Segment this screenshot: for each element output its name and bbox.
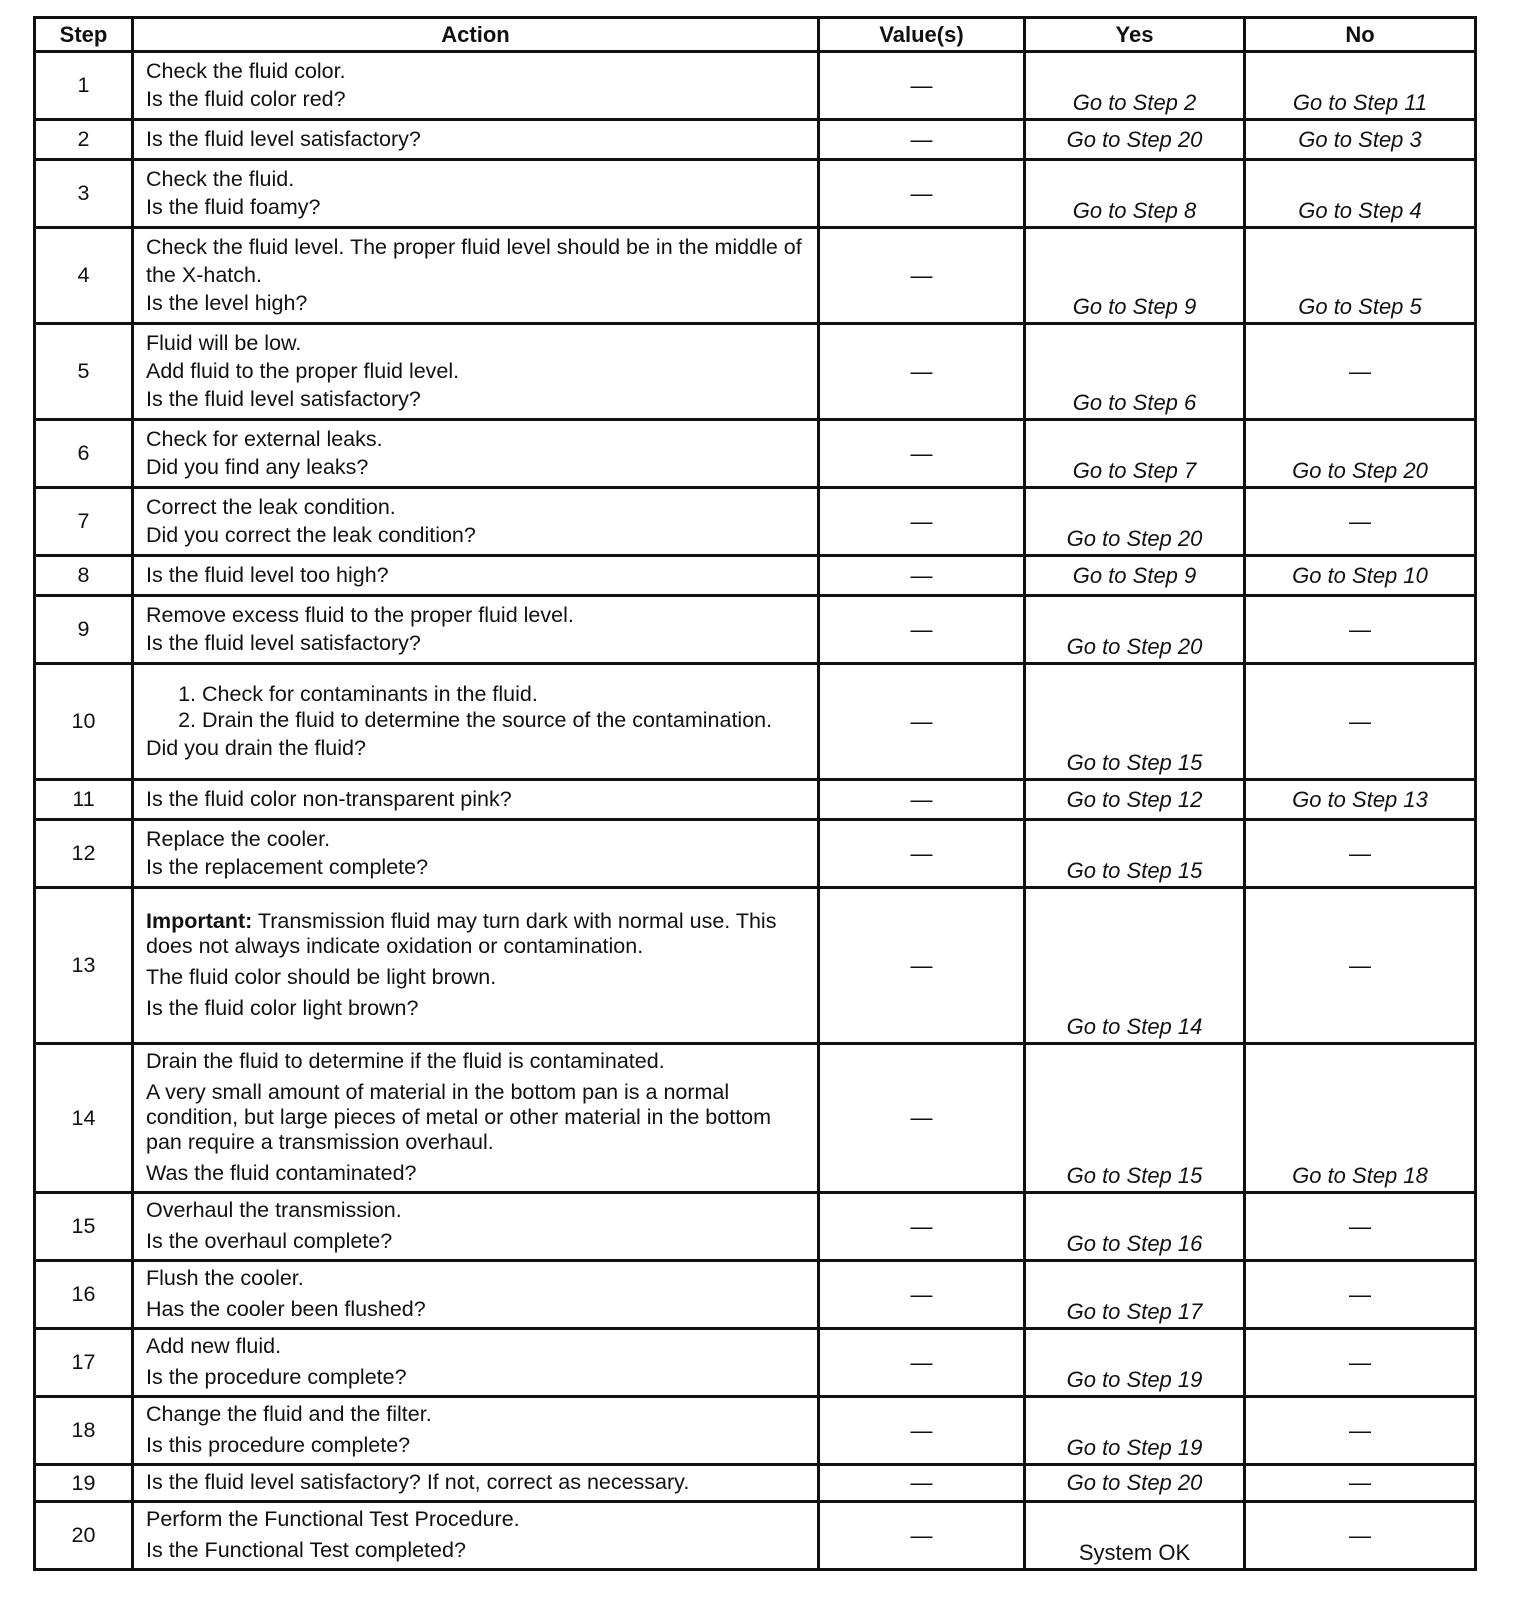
action-line: Was the fluid contaminated?: [146, 1161, 417, 1185]
table-body: [35, 52, 1476, 1570]
action-line: Has the cooler been flushed?: [146, 1297, 426, 1321]
step-number: 19: [35, 1465, 133, 1502]
action-line: Remove excess fluid to the proper fluid level.: [146, 603, 574, 627]
action-cell: [133, 1465, 819, 1502]
action-line: Is the fluid foamy?: [146, 195, 321, 219]
header-action: Action: [133, 18, 819, 52]
step-number: 12: [35, 820, 133, 888]
action-line: Add new fluid.: [146, 1334, 282, 1358]
action-line: Perform the Functional Test Procedure.: [146, 1507, 520, 1531]
action-cell: [133, 1502, 819, 1570]
step-number: 2: [35, 120, 133, 160]
action-line: Flush the cooler.: [146, 1266, 304, 1290]
yes-cell: Go to Step 16: [1025, 1193, 1245, 1261]
step-number: 13: [35, 888, 133, 1044]
action-line: The fluid color should be light brown.: [146, 965, 497, 989]
no-cell: —: [1245, 1329, 1476, 1397]
yes-cell: Go to Step 14: [1025, 888, 1245, 1044]
table-row: [35, 420, 1476, 488]
action-line: Did you drain the fluid?: [146, 735, 366, 760]
action-line: Check the fluid color.: [146, 59, 346, 83]
table-row: [35, 888, 1476, 1044]
value-cell: —: [819, 664, 1025, 780]
action-line: Is this procedure complete?: [146, 1433, 411, 1457]
action-line: Is the procedure complete?: [146, 1365, 407, 1389]
action-line: Check the fluid level. The proper fluid level should be in the middle of the X-hatch.: [146, 235, 802, 287]
value-cell: —: [819, 228, 1025, 324]
value-cell: —: [819, 488, 1025, 556]
action-line: Check for external leaks.: [146, 427, 383, 451]
step-number: 4: [35, 228, 133, 324]
no-cell: —: [1245, 1193, 1476, 1261]
table-row: [35, 52, 1476, 120]
value-cell: —: [819, 1261, 1025, 1329]
no-cell: Go to Step 10: [1245, 556, 1476, 596]
value-cell: —: [819, 1329, 1025, 1397]
value-cell: —: [819, 1397, 1025, 1465]
important-label: Important:: [146, 909, 253, 933]
action-line: Replace the cooler.: [146, 827, 331, 851]
header-step: Step: [35, 18, 133, 52]
step-number: 15: [35, 1193, 133, 1261]
yes-cell: Go to Step 20: [1025, 120, 1245, 160]
yes-cell: Go to Step 9: [1025, 228, 1245, 324]
no-cell: Go to Step 11: [1245, 52, 1476, 120]
action-steps-list: [146, 682, 807, 733]
action-list-item: 2. Drain the fluid to determine the source of the contamination.: [202, 708, 807, 733]
action-line: Is the level high?: [146, 291, 308, 315]
table-row: [35, 488, 1476, 556]
action-cell: [133, 780, 819, 820]
action-line: Is the fluid level satisfactory?: [146, 387, 421, 411]
action-cell: [133, 120, 819, 160]
action-list-item: 1. Check for contaminants in the fluid.: [202, 682, 807, 707]
yes-cell: Go to Step 15: [1025, 1044, 1245, 1193]
no-cell: Go to Step 5: [1245, 228, 1476, 324]
action-line: Is the fluid level satisfactory?: [146, 631, 421, 655]
step-number: 7: [35, 488, 133, 556]
value-cell: —: [819, 820, 1025, 888]
action-cell: [133, 1329, 819, 1397]
no-cell: —: [1245, 488, 1476, 556]
yes-cell: Go to Step 17: [1025, 1261, 1245, 1329]
important-text: Transmission fluid may turn dark with normal use. This does not always indicate oxidation or contamination.: [146, 909, 777, 958]
step-number: 8: [35, 556, 133, 596]
table-row: [35, 664, 1476, 780]
no-cell: —: [1245, 664, 1476, 780]
action-line: Is the fluid level satisfactory? If not, correct as necessary.: [146, 1470, 690, 1494]
table-row: [35, 1044, 1476, 1193]
table-row: [35, 1397, 1476, 1465]
value-cell: —: [819, 1044, 1025, 1193]
action-line: Is the fluid color red?: [146, 87, 346, 111]
value-cell: —: [819, 780, 1025, 820]
action-line: Change the fluid and the filter.: [146, 1402, 432, 1426]
yes-cell: Go to Step 20: [1025, 488, 1245, 556]
no-cell: Go to Step 13: [1245, 780, 1476, 820]
table-row: [35, 1329, 1476, 1397]
yes-cell: Go to Step 19: [1025, 1397, 1245, 1465]
step-number: 6: [35, 420, 133, 488]
yes-cell: Go to Step 12: [1025, 780, 1245, 820]
no-cell: —: [1245, 1465, 1476, 1502]
yes-cell: Go to Step 8: [1025, 160, 1245, 228]
yes-cell: Go to Step 7: [1025, 420, 1245, 488]
diagnostic-table: [33, 16, 1477, 1571]
table-row: [35, 1261, 1476, 1329]
action-cell: [133, 420, 819, 488]
yes-cell: Go to Step 6: [1025, 324, 1245, 420]
step-number: 9: [35, 596, 133, 664]
table-row: [35, 596, 1476, 664]
action-line: Is the overhaul complete?: [146, 1229, 393, 1253]
yes-cell: Go to Step 2: [1025, 52, 1245, 120]
no-cell: —: [1245, 596, 1476, 664]
table-row: [35, 160, 1476, 228]
action-line: Fluid will be low.: [146, 331, 302, 355]
action-cell: [133, 1193, 819, 1261]
table-row: [35, 1193, 1476, 1261]
action-line: Check the fluid.: [146, 167, 295, 191]
step-number: 5: [35, 324, 133, 420]
action-cell: [133, 888, 819, 1044]
diagnostic-table-sheet: [33, 16, 1474, 1571]
no-cell: Go to Step 20: [1245, 420, 1476, 488]
action-cell: [133, 664, 819, 780]
action-line: Overhaul the transmission.: [146, 1198, 402, 1222]
yes-cell: Go to Step 15: [1025, 820, 1245, 888]
action-line: Correct the leak condition.: [146, 495, 396, 519]
action-cell: [133, 488, 819, 556]
action-cell: [133, 596, 819, 664]
yes-cell: Go to Step 20: [1025, 596, 1245, 664]
value-cell: —: [819, 1465, 1025, 1502]
no-cell: Go to Step 18: [1245, 1044, 1476, 1193]
action-line: Is the Functional Test completed?: [146, 1538, 466, 1562]
table-row: [35, 228, 1476, 324]
value-cell: —: [819, 420, 1025, 488]
action-line: Is the fluid level too high?: [146, 563, 389, 587]
table-row: [35, 1502, 1476, 1570]
value-cell: —: [819, 324, 1025, 420]
table-row: [35, 556, 1476, 596]
value-cell: —: [819, 556, 1025, 596]
no-cell: —: [1245, 1397, 1476, 1465]
table-row: [35, 820, 1476, 888]
no-cell: —: [1245, 888, 1476, 1044]
no-cell: —: [1245, 324, 1476, 420]
yes-cell: Go to Step 19: [1025, 1329, 1245, 1397]
action-line: A very small amount of material in the bottom pan is a normal condition, but large pieces of metal or other material in the bottom pan require a transmission overhaul.: [146, 1080, 772, 1154]
action-line: Did you find any leaks?: [146, 455, 369, 479]
action-cell: [133, 1261, 819, 1329]
value-cell: —: [819, 888, 1025, 1044]
yes-cell: Go to Step 9: [1025, 556, 1245, 596]
action-line: Is the fluid level satisfactory?: [146, 127, 421, 151]
action-cell: [133, 1044, 819, 1193]
step-number: 11: [35, 780, 133, 820]
yes-cell: Go to Step 20: [1025, 1465, 1245, 1502]
action-line: Is the replacement complete?: [146, 855, 429, 879]
header-yes: Yes: [1025, 18, 1245, 52]
step-number: 20: [35, 1502, 133, 1570]
action-line: Drain the fluid to determine if the fluid is contaminated.: [146, 1049, 665, 1073]
step-number: 16: [35, 1261, 133, 1329]
action-line: Is the fluid color non-transparent pink?: [146, 787, 512, 811]
no-cell: Go to Step 4: [1245, 160, 1476, 228]
step-number: 3: [35, 160, 133, 228]
action-cell: [133, 556, 819, 596]
value-cell: —: [819, 52, 1025, 120]
value-cell: —: [819, 1193, 1025, 1261]
yes-cell: System OK: [1025, 1502, 1245, 1570]
action-cell: [133, 324, 819, 420]
step-number: 14: [35, 1044, 133, 1193]
action-cell: [133, 228, 819, 324]
action-line: Add fluid to the proper fluid level.: [146, 359, 460, 383]
step-number: 10: [35, 664, 133, 780]
no-cell: Go to Step 3: [1245, 120, 1476, 160]
step-number: 17: [35, 1329, 133, 1397]
value-cell: —: [819, 120, 1025, 160]
action-line: Is the fluid color light brown?: [146, 996, 419, 1020]
table-row: [35, 780, 1476, 820]
action-cell: [133, 160, 819, 228]
value-cell: —: [819, 160, 1025, 228]
yes-cell: Go to Step 15: [1025, 664, 1245, 780]
table-row: [35, 324, 1476, 420]
action-cell: [133, 1397, 819, 1465]
action-line: Did you correct the leak condition?: [146, 523, 476, 547]
header-row: [35, 18, 1476, 52]
no-cell: —: [1245, 1261, 1476, 1329]
header-values: Value(s): [819, 18, 1025, 52]
table-row: [35, 120, 1476, 160]
value-cell: —: [819, 596, 1025, 664]
header-no: No: [1245, 18, 1476, 52]
important-note: [146, 909, 807, 959]
no-cell: —: [1245, 820, 1476, 888]
table-row: [35, 1465, 1476, 1502]
value-cell: —: [819, 1502, 1025, 1570]
step-number: 18: [35, 1397, 133, 1465]
no-cell: —: [1245, 1502, 1476, 1570]
step-number: 1: [35, 52, 133, 120]
action-cell: [133, 52, 819, 120]
action-cell: [133, 820, 819, 888]
